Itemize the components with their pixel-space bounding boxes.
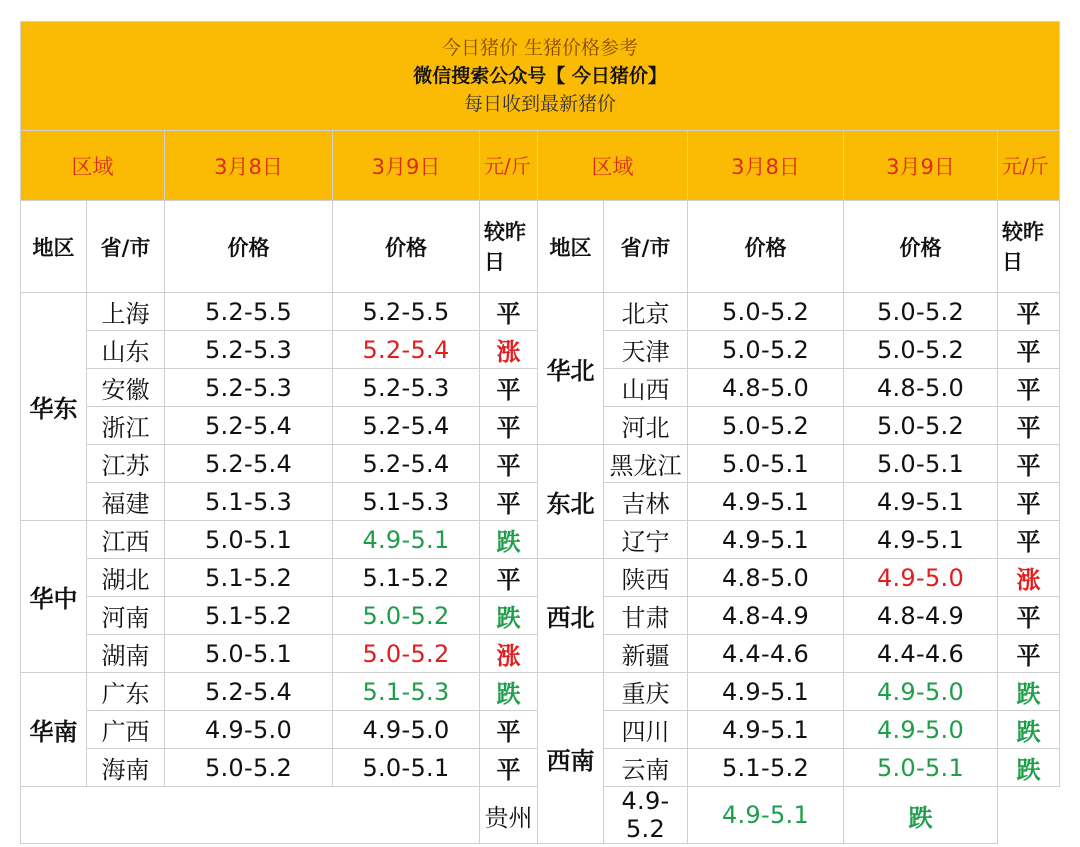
right-change: 平 xyxy=(998,483,1060,521)
right-price-today: 5.0-5.1 xyxy=(844,445,998,483)
left-province-cell: 广东 xyxy=(87,673,165,711)
right-change: 平 xyxy=(998,597,1060,635)
left-change: 平 xyxy=(480,559,538,597)
left-compare-label: 较昨日 xyxy=(480,201,538,293)
right-price-today: 4.9-5.0 xyxy=(844,559,998,597)
left-price-prev: 4.9-5.0 xyxy=(165,711,333,749)
right-province-cell: 贵州 xyxy=(480,787,538,844)
banner-wechat: 微信搜索公众号【 今日猪价】 xyxy=(413,65,667,87)
left-change: 涨 xyxy=(480,635,538,673)
right-area-label: 地区 xyxy=(538,201,604,293)
left-province-cell: 河南 xyxy=(87,597,165,635)
left-price-prev: 5.1-5.3 xyxy=(165,483,333,521)
table-row xyxy=(21,293,1060,331)
right-change: 平 xyxy=(998,407,1060,445)
left-price-today: 4.9-5.1 xyxy=(333,521,480,559)
left-change: 平 xyxy=(480,369,538,407)
left-region-header: 区域 xyxy=(21,131,165,201)
right-price-today: 5.0-5.1 xyxy=(844,749,998,787)
right-price-prev: 4.9-5.1 xyxy=(688,521,844,559)
left-price-today: 5.0-5.2 xyxy=(333,635,480,673)
right-change: 跌 xyxy=(998,749,1060,787)
left-province-label: 省/市 xyxy=(87,201,165,293)
right-province-cell: 新疆 xyxy=(604,635,688,673)
right-price-today: 4.9-5.0 xyxy=(844,711,998,749)
left-price-prev: 5.2-5.4 xyxy=(165,445,333,483)
left-change: 涨 xyxy=(480,331,538,369)
left-price-prev: 5.2-5.3 xyxy=(165,369,333,407)
right-price-prev: 4.8-5.0 xyxy=(688,559,844,597)
left-price-today: 5.1-5.3 xyxy=(333,483,480,521)
right-price-prev: 5.0-5.2 xyxy=(688,293,844,331)
left-unit-header: 元/斤 xyxy=(480,131,538,201)
right-price-prev: 4.8-5.0 xyxy=(688,369,844,407)
left-region-cell: 华东 xyxy=(21,293,87,521)
banner-subtitle: 每日收到最新猪价 xyxy=(464,93,617,115)
pig-price-table xyxy=(20,21,1060,844)
right-change: 平 xyxy=(998,293,1060,331)
right-change: 平 xyxy=(998,635,1060,673)
left-province-cell: 江苏 xyxy=(87,445,165,483)
left-price-today: 5.0-5.2 xyxy=(333,597,480,635)
right-province-cell: 重庆 xyxy=(604,673,688,711)
right-price-today: 5.0-5.2 xyxy=(844,331,998,369)
right-province-cell: 四川 xyxy=(604,711,688,749)
right-price-prev: 5.0-5.1 xyxy=(688,445,844,483)
right-price-today: 5.0-5.2 xyxy=(844,407,998,445)
left-change: 跌 xyxy=(480,521,538,559)
right-region-cell: 华北 xyxy=(538,293,604,445)
right-change: 跌 xyxy=(998,673,1060,711)
right-region-cell: 东北 xyxy=(538,445,604,559)
left-change: 跌 xyxy=(480,673,538,711)
left-price-today: 5.2-5.4 xyxy=(333,331,480,369)
right-compare-label: 较昨日 xyxy=(998,201,1060,293)
right-unit-header: 元/斤 xyxy=(998,131,1060,201)
left-change: 跌 xyxy=(480,597,538,635)
left-province-cell: 江西 xyxy=(87,521,165,559)
right-price-prev: 5.1-5.2 xyxy=(688,749,844,787)
left-province-cell: 广西 xyxy=(87,711,165,749)
right-price-prev: 5.0-5.2 xyxy=(688,331,844,369)
right-province-cell: 辽宁 xyxy=(604,521,688,559)
subheader-row xyxy=(21,201,1060,293)
left-price-today: 5.2-5.4 xyxy=(333,407,480,445)
right-region-header: 区域 xyxy=(538,131,688,201)
left-price-prev: 5.0-5.1 xyxy=(165,521,333,559)
right-price-today: 4.9-5.1 xyxy=(844,521,998,559)
left-change: 平 xyxy=(480,483,538,521)
right-province-cell: 河北 xyxy=(604,407,688,445)
right-province-cell: 黑龙江 xyxy=(604,445,688,483)
left-change: 平 xyxy=(480,445,538,483)
right-price-today: 4.9-5.1 xyxy=(844,483,998,521)
left-area-label: 地区 xyxy=(21,201,87,293)
right-change: 平 xyxy=(998,445,1060,483)
right-change: 跌 xyxy=(844,787,998,844)
right-price-today: 4.8-4.9 xyxy=(844,597,998,635)
left-price-prev: 5.2-5.4 xyxy=(165,407,333,445)
header-row xyxy=(21,131,1060,201)
right-price-prev: 4.9-5.1 xyxy=(688,673,844,711)
left-region-cell: 华中 xyxy=(21,521,87,673)
left-price-today: 5.1-5.3 xyxy=(333,673,480,711)
left-price-prev: 5.0-5.2 xyxy=(165,749,333,787)
left-price-today: 5.2-5.3 xyxy=(333,369,480,407)
right-price-prev: 4.8-4.9 xyxy=(688,597,844,635)
right-price1-label: 价格 xyxy=(688,201,844,293)
right-price-prev: 4.9-5.2 xyxy=(604,787,688,844)
left-province-cell: 浙江 xyxy=(87,407,165,445)
right-region-cell: 西南 xyxy=(538,673,604,844)
right-change: 平 xyxy=(998,331,1060,369)
right-price-prev: 5.0-5.2 xyxy=(688,407,844,445)
left-price-prev: 5.1-5.2 xyxy=(165,597,333,635)
left-price-today: 5.2-5.5 xyxy=(333,293,480,331)
right-price-prev: 4.9-5.1 xyxy=(688,711,844,749)
left-price2-label: 价格 xyxy=(333,201,480,293)
right-price-today: 4.9-5.1 xyxy=(688,787,844,844)
price-rows xyxy=(21,293,1060,844)
left-price-today: 5.0-5.1 xyxy=(333,749,480,787)
left-price1-label: 价格 xyxy=(165,201,333,293)
right-price-prev: 4.9-5.1 xyxy=(688,483,844,521)
right-date2-header: 3月9日 xyxy=(844,131,998,201)
left-price-prev: 5.2-5.3 xyxy=(165,331,333,369)
left-province-cell: 山东 xyxy=(87,331,165,369)
table-row xyxy=(21,673,1060,711)
left-province-cell: 福建 xyxy=(87,483,165,521)
left-price-prev: 5.1-5.2 xyxy=(165,559,333,597)
right-price-today: 4.8-5.0 xyxy=(844,369,998,407)
left-change: 平 xyxy=(480,407,538,445)
left-change: 平 xyxy=(480,749,538,787)
right-region-cell: 西北 xyxy=(538,559,604,673)
left-price-prev: 5.2-5.5 xyxy=(165,293,333,331)
left-price-today: 4.9-5.0 xyxy=(333,711,480,749)
left-province-cell: 上海 xyxy=(87,293,165,331)
left-price-today: 5.1-5.2 xyxy=(333,559,480,597)
left-province-cell: 湖北 xyxy=(87,559,165,597)
right-change: 跌 xyxy=(998,711,1060,749)
left-price-today: 5.2-5.4 xyxy=(333,445,480,483)
left-region-cell: 华南 xyxy=(21,673,87,787)
left-date2-header: 3月9日 xyxy=(333,131,480,201)
left-price-prev: 5.0-5.1 xyxy=(165,635,333,673)
right-price-today: 4.9-5.0 xyxy=(844,673,998,711)
banner-title: 今日猪价 生猪价格参考 xyxy=(442,37,639,59)
right-price-today: 5.0-5.2 xyxy=(844,293,998,331)
right-change: 涨 xyxy=(998,559,1060,597)
left-province-cell: 安徽 xyxy=(87,369,165,407)
left-price-prev: 5.2-5.4 xyxy=(165,673,333,711)
banner xyxy=(21,22,1060,131)
right-province-cell: 甘肃 xyxy=(604,597,688,635)
right-province-cell: 云南 xyxy=(604,749,688,787)
left-empty-cell xyxy=(21,787,480,844)
right-date1-header: 3月8日 xyxy=(688,131,844,201)
right-province-cell: 北京 xyxy=(604,293,688,331)
left-province-cell: 海南 xyxy=(87,749,165,787)
right-change: 平 xyxy=(998,369,1060,407)
right-province-cell: 山西 xyxy=(604,369,688,407)
left-change: 平 xyxy=(480,711,538,749)
table-row xyxy=(21,559,1060,597)
right-province-cell: 吉林 xyxy=(604,483,688,521)
right-price2-label: 价格 xyxy=(844,201,998,293)
right-price-prev: 4.4-4.6 xyxy=(688,635,844,673)
left-date1-header: 3月8日 xyxy=(165,131,333,201)
right-province-cell: 天津 xyxy=(604,331,688,369)
right-change: 平 xyxy=(998,521,1060,559)
table-row xyxy=(21,445,1060,483)
right-province-label: 省/市 xyxy=(604,201,688,293)
left-change: 平 xyxy=(480,293,538,331)
right-province-cell: 陕西 xyxy=(604,559,688,597)
left-province-cell: 湖南 xyxy=(87,635,165,673)
right-price-today: 4.4-4.6 xyxy=(844,635,998,673)
